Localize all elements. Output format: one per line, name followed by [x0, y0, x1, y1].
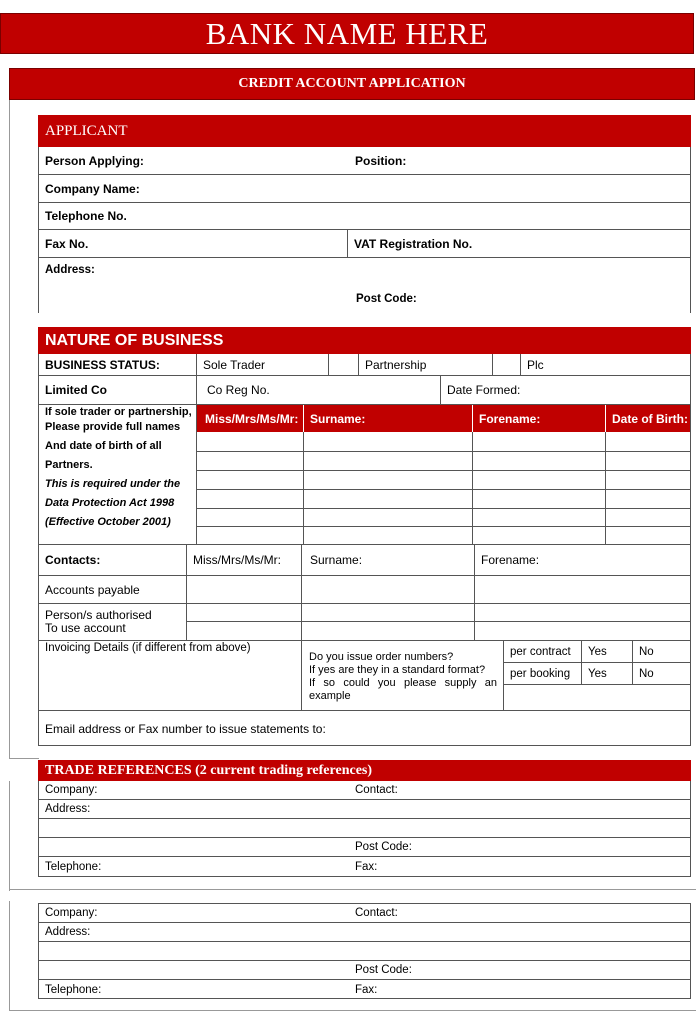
ref1-contact-field[interactable]: Contact: [355, 784, 398, 796]
person-applying-field[interactable]: Person Applying: [45, 153, 144, 168]
partners-note-4: Partners. [45, 459, 93, 471]
per-contract-yes[interactable]: Yes [581, 641, 632, 662]
plc-option[interactable]: Plc [520, 354, 690, 375]
col-title-header: Miss/Mrs/Ms/Mr: [197, 405, 303, 432]
accounts-payable-title[interactable] [186, 576, 301, 603]
partners-note-6: Data Protection Act 1998 [45, 497, 175, 509]
partners-grid-hline [197, 526, 690, 527]
applicant-heading [38, 115, 691, 147]
email-fax-field[interactable]: Email address or Fax number to issue statements to: [45, 721, 326, 736]
bank-name: BANK NAME HERE [205, 15, 489, 51]
partners-note-1: If sole trader or partnership, [45, 406, 192, 418]
business-status-row [39, 354, 690, 376]
trade-reference-2 [38, 903, 691, 999]
authorised-subline [186, 621, 690, 622]
order-questions [301, 641, 503, 711]
page-frame-left [9, 100, 10, 758]
business-table [38, 354, 691, 746]
bank-name-banner [0, 13, 694, 54]
business-heading-text: NATURE OF BUSINESS [45, 331, 224, 349]
accounts-payable-row [39, 576, 690, 604]
business-status-label: BUSINESS STATUS: [45, 357, 160, 372]
ref1-address-field[interactable]: Address: [45, 803, 91, 815]
page-frame-left-2 [9, 781, 10, 891]
frame-tick [9, 758, 39, 759]
applicant-row-fax [39, 230, 690, 258]
ref2-company-row [39, 904, 690, 923]
ref2-postcode-row [39, 961, 690, 980]
partners-note-3: And date of birth of all [45, 440, 162, 452]
trade-heading-text: TRADE REFERENCES (2 current trading references) [45, 762, 373, 778]
col-dob-header: Date of Birth: [605, 405, 690, 432]
order-question-3: If so could you please supply an example [309, 677, 497, 702]
ref1-company-field[interactable]: Company: [45, 784, 98, 796]
fax-field[interactable]: Fax No. [45, 236, 89, 251]
per-booking-label: per booking [510, 667, 571, 680]
partners-grid [196, 405, 690, 545]
applicant-heading-text: APPLICANT [45, 122, 128, 139]
applicant-row-telephone [39, 203, 690, 230]
trade-heading [38, 760, 691, 781]
partners-note-2: Please provide full names [45, 421, 181, 433]
accounts-payable-surname[interactable] [301, 576, 474, 603]
form-title: CREDIT ACCOUNT APPLICATION [238, 76, 466, 91]
applicant-table [38, 147, 691, 313]
authorised-label [39, 604, 186, 640]
date-formed-field[interactable]: Date Formed: [440, 376, 690, 404]
accounts-payable-label: Accounts payable [45, 582, 140, 597]
ref1-telephone-row [39, 857, 690, 876]
ref2-fax-field[interactable]: Fax: [355, 983, 378, 996]
partners-grid-hline [197, 470, 690, 471]
invoicing-row [39, 641, 690, 711]
form-title-bar [9, 68, 695, 100]
ref2-contact-field[interactable]: Contact: [355, 907, 398, 919]
ref1-telephone-field[interactable]: Telephone: [45, 860, 102, 873]
ref2-telephone-field[interactable]: Telephone: [45, 983, 102, 996]
contacts-title-col: Miss/Mrs/Ms/Mr: [186, 545, 301, 575]
position-field[interactable]: Position: [355, 153, 407, 168]
address-field[interactable]: Address: [45, 264, 95, 276]
order-options [503, 641, 690, 711]
ref2-company-field[interactable]: Company: [45, 907, 98, 919]
contacts-forename-col: Forename: [474, 545, 690, 575]
limited-co-row [39, 376, 690, 405]
per-booking-yes[interactable]: Yes [581, 663, 632, 684]
ref2-post-code-field[interactable]: Post Code: [355, 964, 412, 976]
ref1-address-row-2[interactable] [39, 819, 690, 838]
applicant-row-address [39, 258, 690, 313]
accounts-payable-forename[interactable] [474, 576, 690, 603]
authorised-title[interactable] [186, 604, 301, 640]
contacts-label: Contacts: [45, 553, 101, 567]
frame-divider [9, 889, 696, 890]
limited-co-option[interactable]: Limited Co [45, 383, 107, 397]
trade-reference-1 [38, 781, 691, 877]
per-booking-no[interactable]: No [632, 663, 690, 684]
ref1-company-row [39, 781, 690, 800]
invoicing-label[interactable]: Invoicing Details (if different from above) [45, 642, 251, 654]
ref2-address-row-2[interactable] [39, 942, 690, 961]
telephone-field[interactable]: Telephone No. [45, 209, 127, 223]
page-frame-left-3 [9, 901, 10, 1011]
per-booking-row [504, 663, 690, 685]
co-reg-no-field[interactable]: Co Reg No. [196, 376, 440, 404]
partnership-checkbox[interactable] [492, 354, 520, 375]
authorised-label-2: To use account [45, 621, 126, 635]
partners-note-7: (Effective October 2001) [45, 516, 171, 528]
partners-note-5: This is required under the [45, 478, 181, 490]
per-contract-no[interactable]: No [632, 641, 690, 662]
contacts-row [39, 545, 690, 576]
partners-grid-hline [197, 489, 690, 490]
order-question-1: Do you issue order numbers? [309, 651, 454, 663]
authorised-forename[interactable] [474, 604, 690, 640]
col-surname-header: Surname: [303, 405, 472, 432]
sole-trader-checkbox[interactable] [328, 354, 358, 375]
col-forename-header: Forename: [472, 405, 605, 432]
applicant-row-company [39, 175, 690, 203]
per-contract-row [504, 641, 690, 663]
business-heading [38, 327, 691, 354]
contacts-surname-col: Surname: [301, 545, 474, 575]
partners-grid-hline [197, 451, 690, 452]
ref1-post-code-field[interactable]: Post Code: [355, 841, 412, 853]
ref2-address-field[interactable]: Address: [45, 926, 91, 938]
post-code-field[interactable]: Post Code: [356, 293, 417, 305]
sole-trader-option[interactable]: Sole Trader [196, 354, 328, 375]
company-name-field[interactable]: Company Name: [45, 181, 140, 196]
frame-divider-bottom [9, 1010, 696, 1011]
per-contract-label: per contract [510, 645, 571, 658]
ref2-address-row [39, 923, 690, 942]
ref2-telephone-row [39, 980, 690, 999]
partners-grid-hline [197, 508, 690, 509]
applicant-row-person [39, 147, 690, 175]
authorised-row [39, 604, 690, 641]
ref1-fax-field[interactable]: Fax: [355, 860, 378, 873]
email-fax-row [39, 711, 690, 746]
vat-field[interactable]: VAT Registration No. [347, 230, 690, 257]
ref1-postcode-row [39, 838, 690, 857]
partners-note [39, 405, 196, 545]
order-question-2: If yes are they in a standard format? [309, 664, 486, 676]
partners-block [39, 405, 690, 545]
partnership-option[interactable]: Partnership [358, 354, 492, 375]
authorised-surname[interactable] [301, 604, 474, 640]
authorised-label-1: Person/s authorised [45, 608, 152, 622]
ref1-address-row [39, 800, 690, 819]
